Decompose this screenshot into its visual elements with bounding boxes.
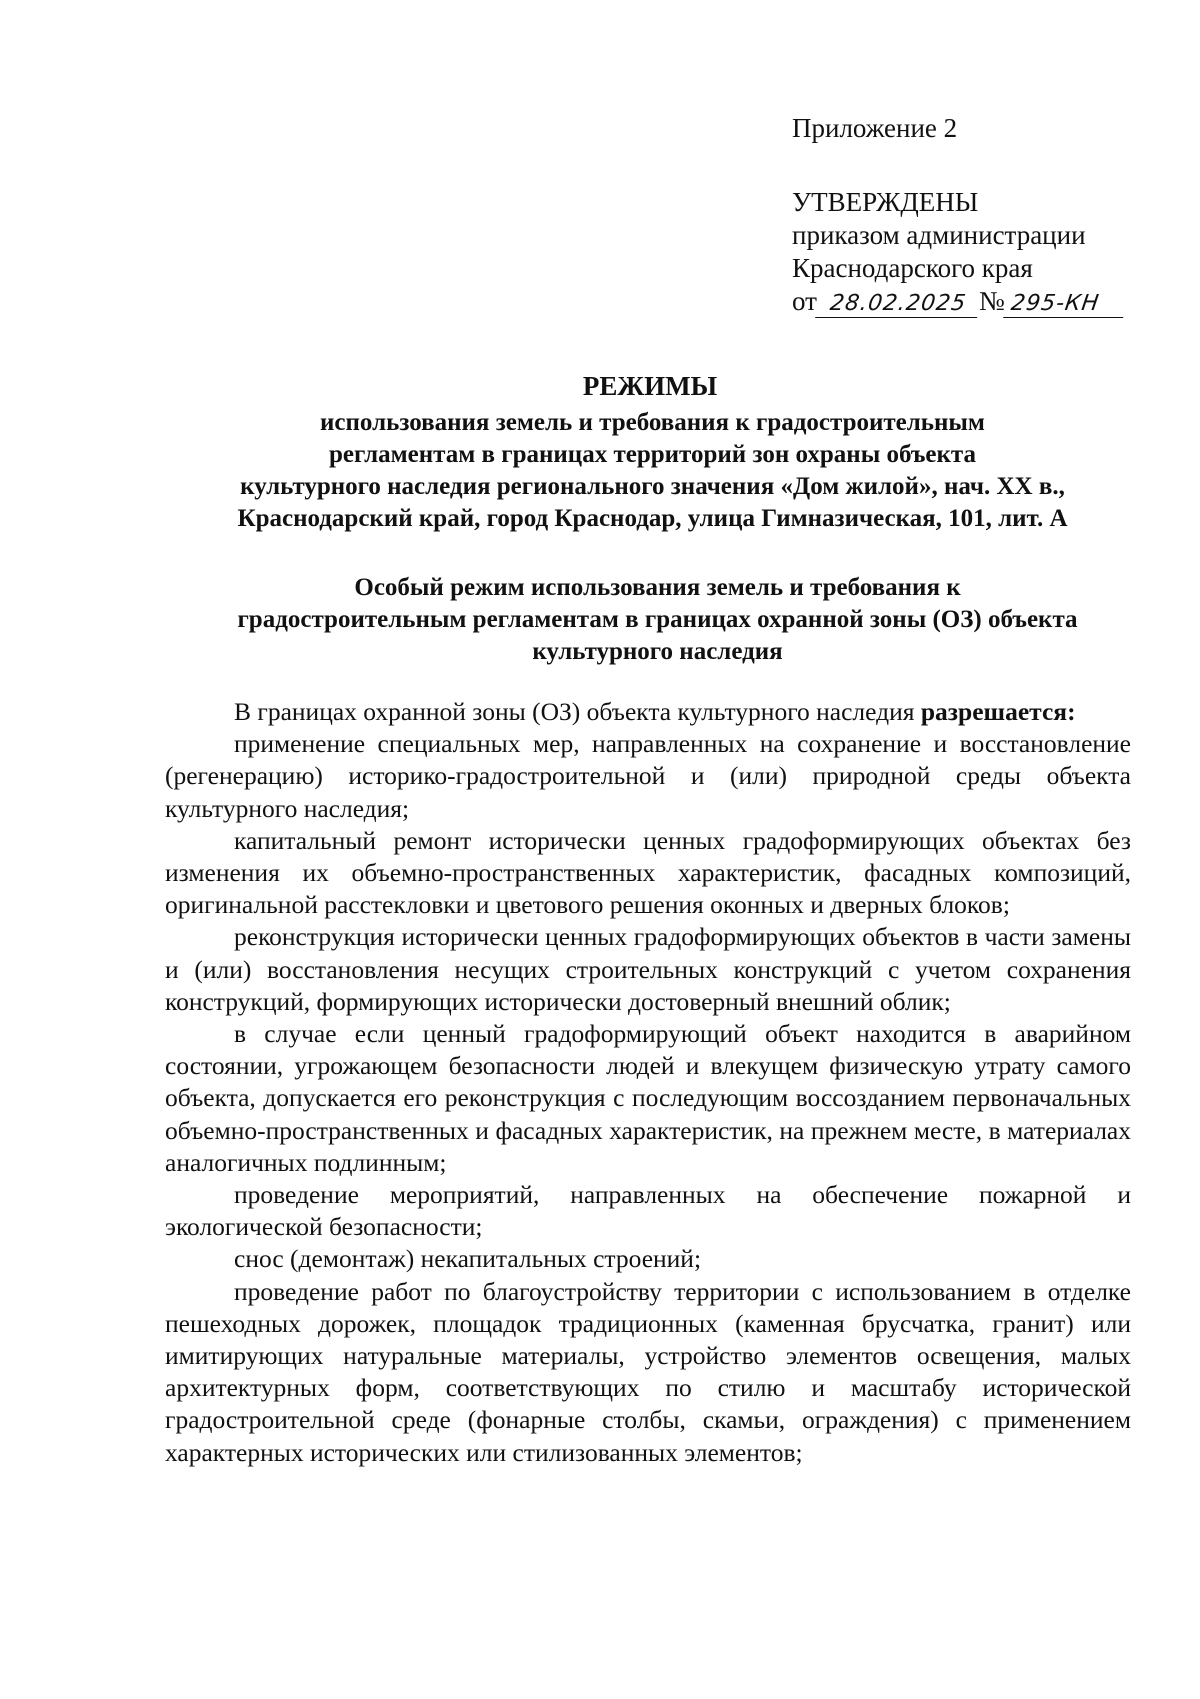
intro-paragraph <box>165 696 1131 728</box>
order-prefix: от <box>792 286 817 316</box>
list-item: проведение мероприятий, направленных на обеспечение пожарной и экологической безопасности; <box>165 1180 1131 1242</box>
approved-region-line: Краснодарского края <box>792 253 1033 283</box>
section-title <box>165 572 1150 668</box>
section-title-line: культурного наследия <box>532 638 783 665</box>
approved-heading: УТВЕРЖДЕНЫ <box>792 187 979 217</box>
appendix-label: Приложение 2 <box>792 113 958 143</box>
approved-by-line: приказом администрации <box>792 220 1086 250</box>
list-item: капитальный ремонт исторически ценных градоформирующих объектах без изменения их объемно-пространственных характеристик, фасадных композиций, оригинальной расстекловки и цветового решения оконных и дверных блоков; <box>165 825 1131 920</box>
intro-text: В границах охранной зоны (ОЗ) объекта культурного наследия <box>234 697 915 726</box>
subtitle-line: регламентам в границах территорий зон охраны объекта <box>328 441 977 468</box>
subtitle-line: использования земель и требования к градостроительным <box>320 409 985 436</box>
body-text <box>165 696 1131 1469</box>
handwritten-order-number: 295-КН <box>1003 291 1127 318</box>
section-title-line: градостроительным регламентам в границах охранной зоны (ОЗ) объекта <box>237 606 1078 633</box>
number-sign: № <box>978 286 1005 316</box>
appendix-block <box>792 112 1172 318</box>
intro-bold-word: разрешается: <box>920 697 1076 726</box>
subtitle-line: Краснодарский край, город Краснодар, улица Гимназическая, 101, лит. А <box>237 505 1068 532</box>
subtitle-line: культурного наследия регионального значения «Дом жилой», нач. XX в., <box>240 473 1065 500</box>
list-item: реконструкция исторически ценных градоформирующих объектов в части замены и (или) восстановления несущих строительных конструкций с учетом сохранения конструкций, формирующих исторически достоверный внешний облик; <box>165 922 1131 1016</box>
document-subtitle <box>160 407 1145 535</box>
document-title: РЕЖИМЫ <box>582 371 718 401</box>
section-title-line: Особый режим использования земель и требования к <box>354 574 961 601</box>
order-line <box>792 285 1172 318</box>
list-item: снос (демонтаж) некапитальных строений; <box>234 1244 702 1274</box>
handwritten-order-date: 28.02.2025 <box>815 291 981 318</box>
list-item: применение специальных мер, направленных на сохранение и восстановление (регенерацию) историко-градостроительной и (или) природной среды объекта культурного наследия; <box>165 729 1131 823</box>
list-item: проведение работ по благоустройству территории с использованием в отделке пешеходных дорожек, площадок традиционных (каменная брусчатка, гранит) или имитирующих натуральные материалы, устройство элементов освещения, малых архитектурных форм, соответствующих по стилю и масштабу исторической градостроительной среде (фонарные столбы, скамьи, ограждения) с применением характерных исторических или стилизованных элементов; <box>165 1276 1131 1467</box>
list-item: в случае если ценный градоформирующий объект находится в аварийном состоянии, угрожающем безопасности людей и влекущем физическую утрату самого объекта, допускается его реконструкция с последующим воссозданием первоначальных объемно-пространственных и фасадных характеристик, на прежнем месте, в материалах аналогичных подлинным; <box>165 1019 1131 1177</box>
